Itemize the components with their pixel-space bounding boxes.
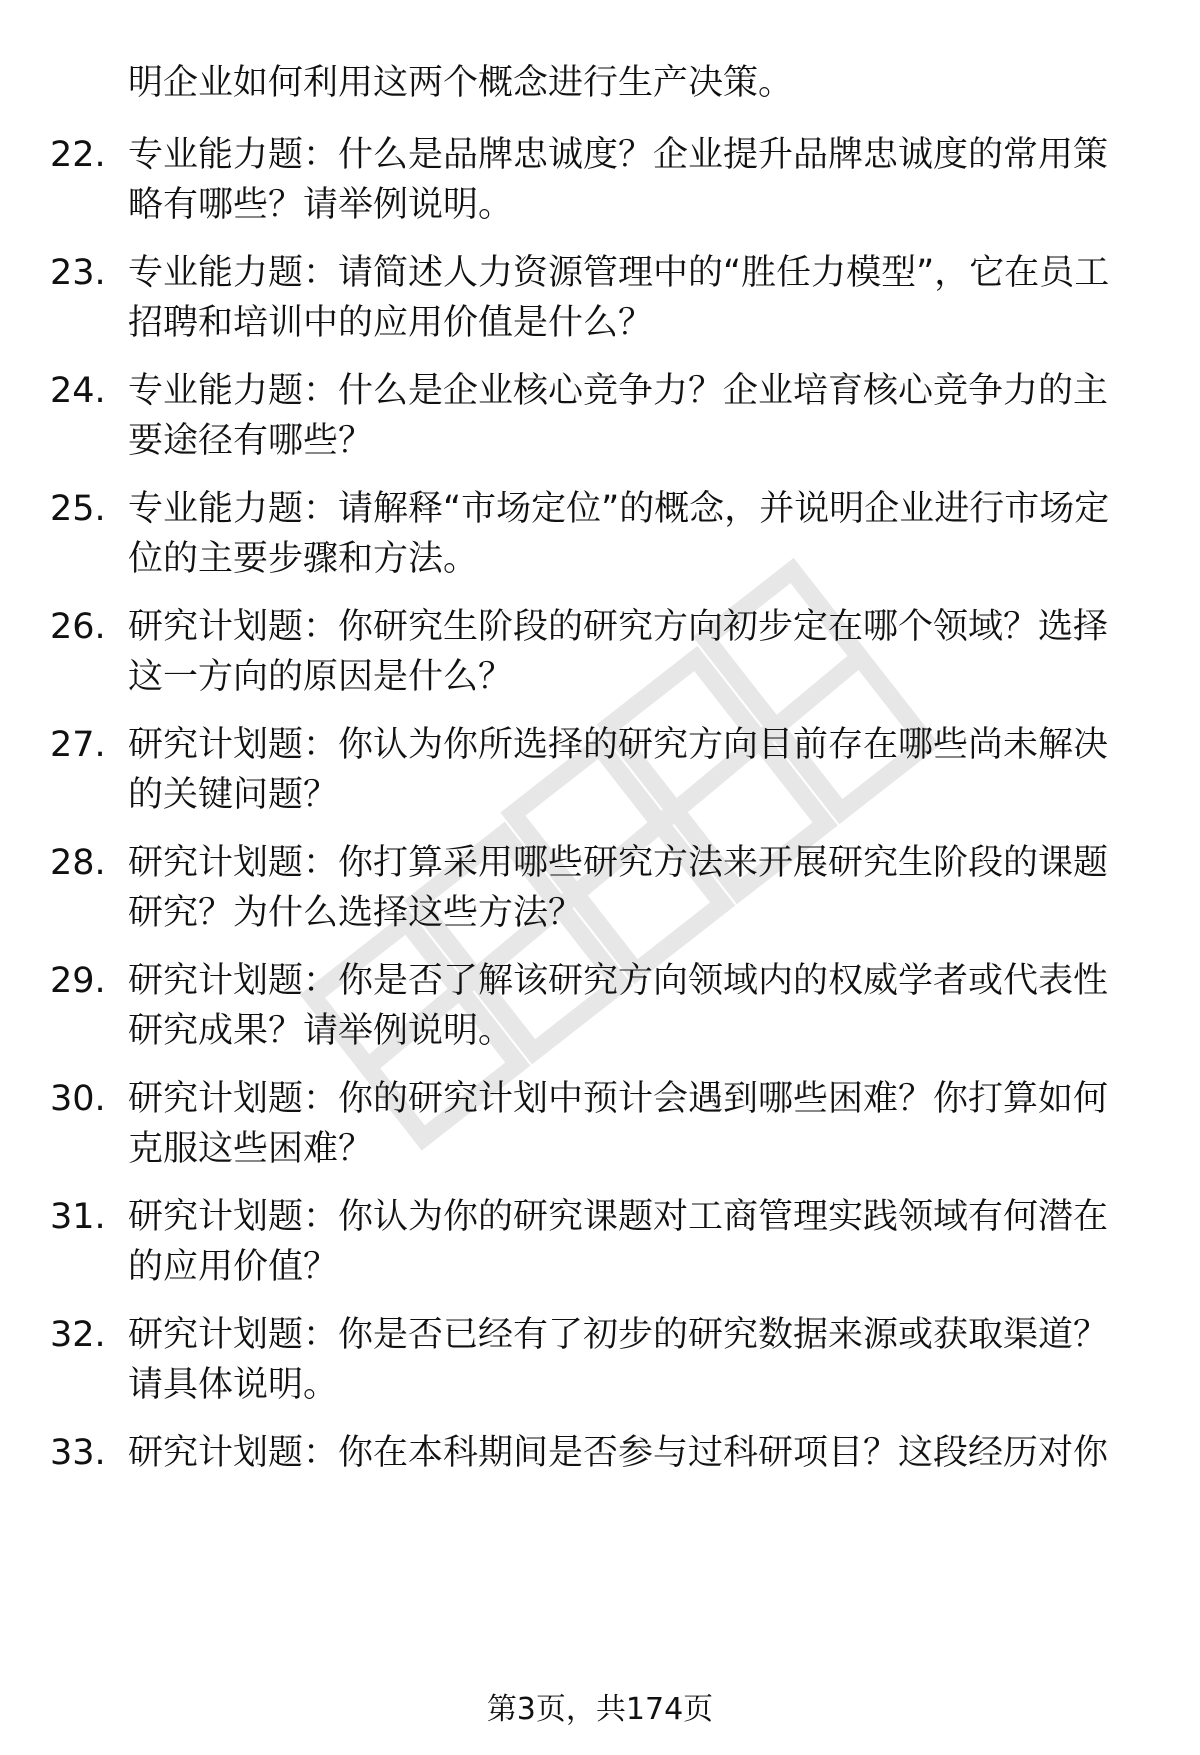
- question-number: 25.: [50, 489, 106, 529]
- question-number: 28.: [50, 843, 106, 883]
- question-text: 研究计划题：你在本科期间是否参与过科研项目？这段经历对你: [128, 1433, 1109, 1473]
- question-text: 专业能力题：请简述人力资源管理中的“胜任力模型”，它在员工招聘和培训中的应用价值是什么？: [128, 253, 1110, 343]
- question-text: 专业能力题：请解释“市场定位”的概念，并说明企业进行市场定位的主要步骤和方法。: [128, 489, 1110, 579]
- question-text: 研究计划题：你是否已经有了初步的研究数据来源或获取渠道？请具体说明。: [128, 1315, 1109, 1405]
- question-text: 研究计划题：你是否了解该研究方向领域内的权威学者或代表性研究成果？请举例说明。: [128, 961, 1109, 1051]
- question-text: 研究计划题：你打算采用哪些研究方法来开展研究生阶段的课题研究？为什么选择这些方法？: [128, 843, 1109, 933]
- question-number: 31.: [50, 1197, 106, 1237]
- question-text: 研究计划题：你研究生阶段的研究方向初步定在哪个领域？选择这一方向的原因是什么？: [128, 607, 1109, 697]
- question-number: 24.: [50, 371, 106, 411]
- page-footer: 第3页，共174页: [486, 1692, 714, 1727]
- continuation-text: 明企业如何利用这两个概念进行生产决策。: [128, 63, 794, 103]
- question-text: 专业能力题：什么是品牌忠诚度？企业提升品牌忠诚度的常用策略有哪些？请举例说明。: [128, 135, 1109, 225]
- question-number: 22.: [50, 135, 106, 175]
- question-number: 23.: [50, 253, 106, 293]
- question-text: 研究计划题：你认为你的研究课题对工商管理实践领域有何潜在的应用价值？: [128, 1197, 1109, 1287]
- question-number: 29.: [50, 961, 106, 1001]
- question-text: 研究计划题：你认为你所选择的研究方向目前存在哪些尚未解决的关键问题？: [128, 725, 1109, 815]
- question-text: 研究计划题：你的研究计划中预计会遇到哪些困难？你打算如何克服这些困难？: [128, 1079, 1109, 1169]
- question-number: 33.: [50, 1433, 106, 1473]
- question-number: 32.: [50, 1315, 106, 1355]
- question-text: 专业能力题：什么是企业核心竞争力？企业培育核心竞争力的主要途径有哪些？: [128, 371, 1109, 461]
- question-number: 27.: [50, 725, 106, 765]
- question-number: 30.: [50, 1079, 106, 1119]
- question-number: 26.: [50, 607, 106, 647]
